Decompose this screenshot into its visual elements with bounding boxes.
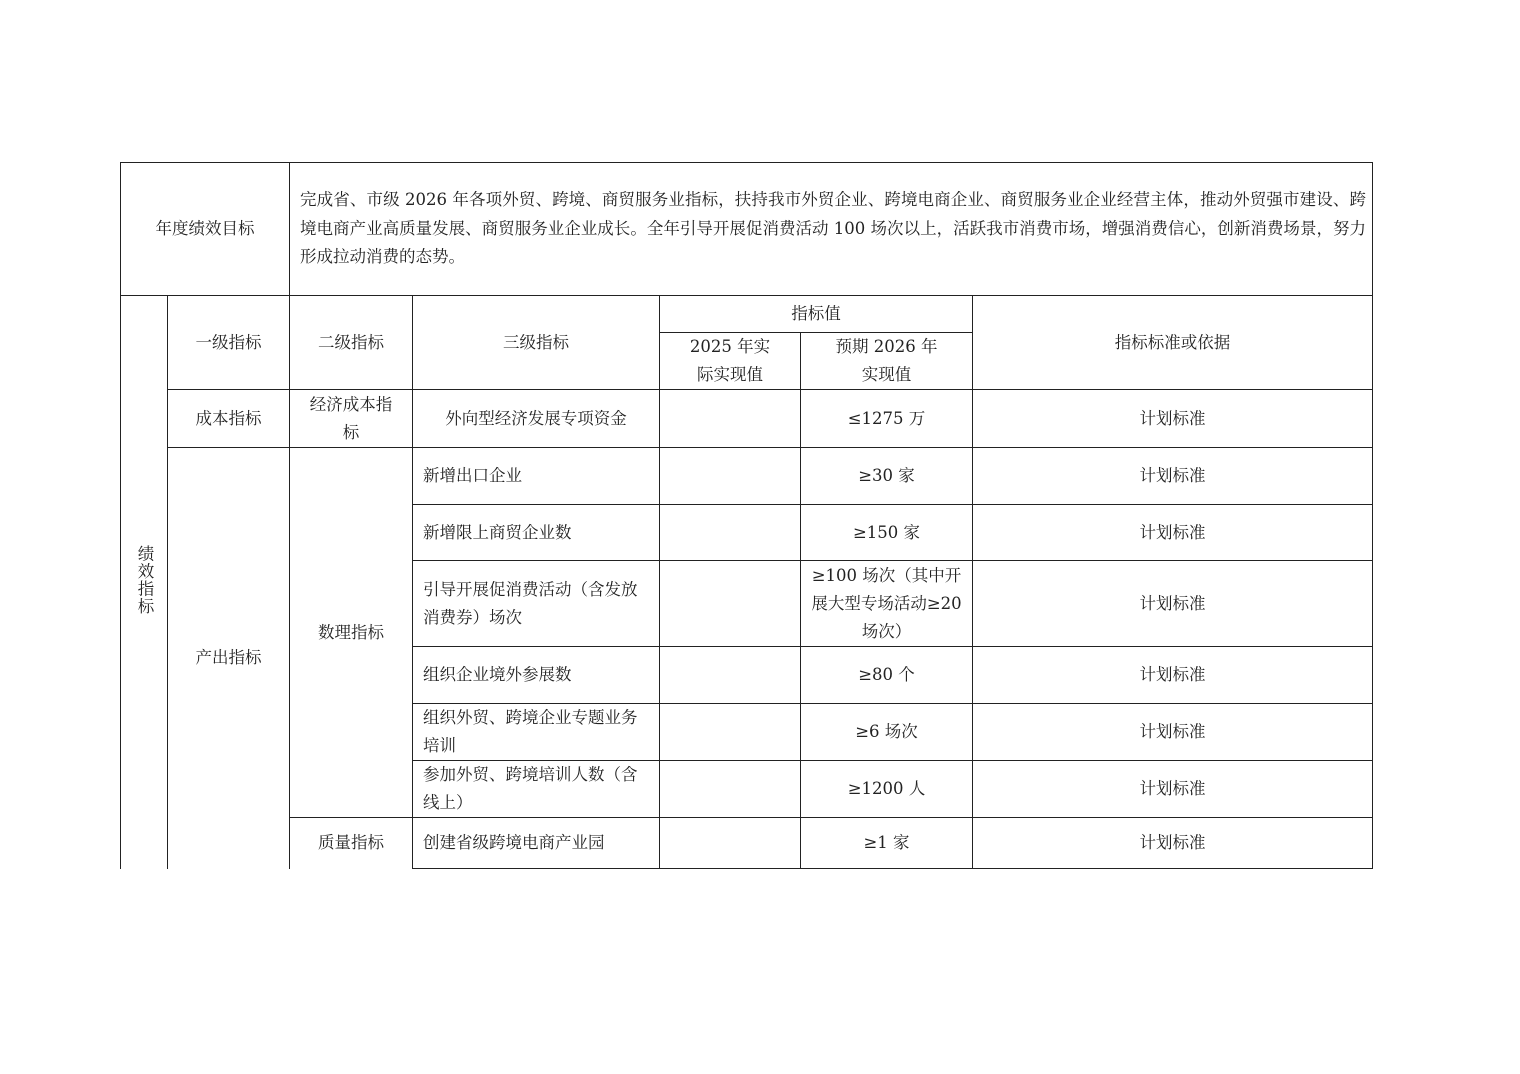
row-actual [660,647,800,703]
table-border [120,162,1373,163]
row-basis: 计划标准 [1139,833,1206,852]
output-level1: 产出指标 [195,648,262,667]
row-expected: ≥100 场次（其中开展大型专场活动≥20 场次） [811,565,962,641]
header-basis: 指标标准或依据 [1114,332,1231,352]
annual-goal-text: 完成省、市级 2026 年各项外贸、跨境、商贸服务业指标，扶持我市外贸企业、跨境电商企业、商贸服务业企业经营主体，推动外贸强市建设、跨境电商产业高质量发展、商贸服务业企业成长。全年引导开展促消费活动 100 场次以上，活跃我市消费市场，增强消费信心，创新消费场景，努力形成拉动消费的态势。 [300,190,1366,266]
header-value-group: 指标值 [791,304,841,323]
row-actual [660,704,800,760]
row-actual [660,818,800,868]
row-basis: 计划标准 [1139,722,1206,741]
row-level3: 外向型经济发展专项资金 [445,408,627,428]
cost-level1: 成本指标 [195,408,262,428]
header-level2: 二级指标 [318,332,384,352]
header-actual-2025: 2025 年实际实现值 [689,337,771,384]
cost-level2: 经济成本指标 [309,394,393,442]
table-border [412,868,1373,869]
output-quality-label: 质量指标 [318,833,384,852]
row-level3: 新增出口企业 [423,466,522,485]
row-basis: 计划标准 [1139,466,1206,485]
row-basis: 计划标准 [1139,408,1206,428]
table-border [1372,162,1373,869]
row-basis: 计划标准 [1139,665,1206,684]
header-level1: 一级指标 [195,332,262,352]
output-quantity-label: 数理指标 [318,622,384,642]
row-expected: ≥1200 人 [847,779,926,798]
row-basis: 计划标准 [1139,522,1206,542]
annual-goal-label: 年度绩效目标 [155,219,255,238]
row-basis: 计划标准 [1139,593,1206,613]
row-expected: ≥30 家 [858,466,915,485]
row-basis: 计划标准 [1139,779,1206,798]
row-expected: ≥1 家 [863,833,910,852]
header-expected-2026: 预期 2026 年实现值 [835,337,938,384]
row-actual [660,505,800,560]
row-expected: ≥150 家 [852,522,921,542]
row-level3: 引导开展促消费活动（含发放消费券）场次 [423,579,638,627]
row-level3: 参加外贸、跨境培训人数（含线上） [423,765,638,812]
row-expected: ≥80 个 [858,665,915,684]
row-level3: 新增限上商贸企业数 [423,522,572,542]
row-expected: ≤1275 万 [847,408,926,428]
row-actual [660,561,800,646]
row-level3: 组织外贸、跨境企业专题业务培训 [423,708,638,755]
performance-indicators-label: 绩效指标 [135,545,154,615]
row-level3: 创建省级跨境电商产业园 [423,833,605,852]
row-level3: 组织企业境外参展数 [423,665,572,684]
row-actual [660,390,800,447]
row-actual [660,448,800,504]
header-level3: 三级指标 [503,332,569,352]
row-expected: ≥6 场次 [855,722,918,741]
row-actual [660,761,800,817]
